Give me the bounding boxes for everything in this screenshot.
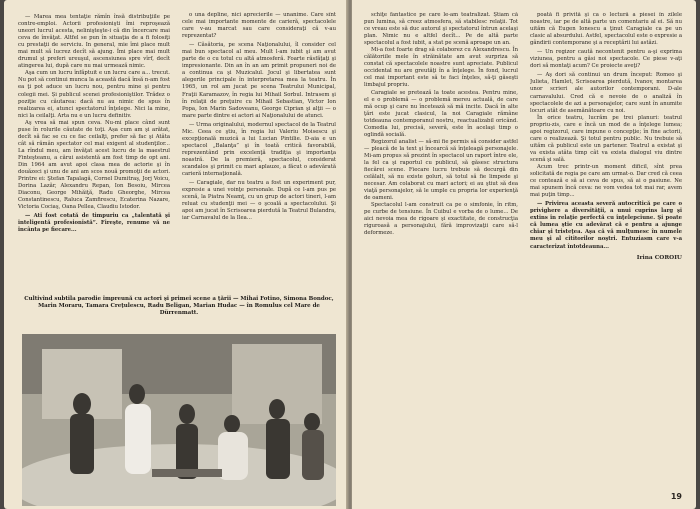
paragraph: — Aş dori să continui un drum început: Romeo şi Julieta, Hamlet, Scrisoarea pierdută, Ivanov, montarea unor scrieri ale autorilor contemporani. D-ale carnavalului. Cred că e nevoie de o analiză în spectacolele de azi a personajelor, care sunt în anumite locuri atât de asemănătoare cu noi.: [530, 72, 682, 114]
right-column-2: [530, 12, 682, 482]
question-heading: — Ati fost cotată de timpuriu ca „talentată şi inteligentă profesionistă”. Fireşte, renume vă ne încânta pe fiecare...: [18, 213, 170, 234]
paragraph: Aş vrea să mai spun ceva. Nu-mi place când sunt puse în rolurile căutate de toţi. Așa cum am şi arătat, decît să fac se cu ce fac ceilalţi, prefer să fac şi Atâta cât să rămân spectator cel mai exigent al studenţilor... La rîndul meu, am învăţat acest lucru de la maestrul Finteşteanu, a cărui asistentă am fost timp de opt ani. Din 1964 am avut apoi clasa mea de actorie şi în douăzeci şi unu de ani am scos nouă promoţii de actori. Printre ei: Ştefan Tapalagă, Cornel Dumitraş, Jorj Voicu, Dorina Lazăr, Alexandru Repan, Ion Besoiu, Mircea Diaconu, George Mihăiţă, Radu Gheorghe, Mircea Constantinescu, Raluca Zamfirescu, Ecaterina Nazare, Victoria Cociaş, Oana Pellea, Claudiu Istodor.: [18, 119, 170, 211]
right-column-1: [364, 12, 518, 502]
paragraph: o una depline, nici aprecierile — unanime. Care sînt cele mai importante momente de carieră, spectacolele care v-au marcat sau care consideraţi că v-au reprezentat?: [182, 12, 336, 40]
paragraph: Aşa cum un lucru înfăptuit e un lucru care a... trecut. Nu pot să continui munca la această dacă însă n-am fost ea ţi pot aduce un lucru nou, pentru mine şi pentru colegii mei. Și publicul scenei profesioniştilor. Trădez o poziţie cu căutarea: dacă nu au nimic de spus în realizarea ei, atunci spectatorul înţelege. Nici la mine, nici la ceilalţi. Arta nu e un lucru definitiv.: [18, 70, 170, 119]
paragraph: — Un regizor caută necontenit pentru a-şi exprima viziunea, pentru a găsi noi spectacole. Ce piese v-aţi dori să montaţi acum? Ce proiecte aveţi?: [530, 49, 682, 70]
paragraph: Spectacolul l-am construit ca pe o simfonie, în ritm, pe curbe de tensiune. În Cuibul e vorba de o lume... De aici nevoia mea de rigoare şi exactitate, de construcţia riguroasă a personajului, fără improvizaţii care să-l deformeze.: [364, 202, 518, 237]
paragraph: — Căsătoria, pe scena Naţionalului, îl consider cel mai bun spectacol al meu. Mult l-am iubit şi am avut parte de o cu totul cu altă atmosferă. Foarte răsfăţaţi şi impresionante. Din an în an am primit propuneri noi de a continua ca şi Muzicalul. Jocul şi libertatea sunt alegerile principale în interpretarea mea la teatru. În 1965, un rol am jucat pe scena Teatrului Municipal, Fraţii Karamazov, în regia lui Mihail Sorbul. Intrasem şi în relaţii de preţuire cu Mihail Sebastian, Victor Ion Popa, Ion Marin Sadoveanu, George Ciprian şi alţii — o mare parte dintre ei actori ai Naţionalului de atunci.: [182, 42, 336, 119]
paragraph: — Urma originalului, modernul spectacol de la Teatrul Mic. Ceea ce ştiu, în regia lui Valeriu Moisescu şi excepţională muzică a lui Lucian Pintilie. D-aia e un spectacol „Balanţa” şi în toată critică favorabilă, reprezentând prin excelenţă tradiţia şi importanţa noastră. De la premieră, spectacolul, considerat scandalos şi primit cu mari aplauze, a făcut o adevărată carieră internaţională.: [182, 121, 336, 178]
paragraph: Acum trec printr-un moment dificil, sînt prea solicitată de regia pe care am urmat-o. Dar cred că ceea ce contează e să ai ceva de spus, să ai o pasiune. Ne mai spunem încă ceva: ne vom vedea tot mai rar, avem mai puţin timp...: [530, 163, 682, 199]
author-signature: Irina COROIU: [636, 254, 682, 261]
paragraph: Caragiale se pretează la toate acestea. Pentru mine, el e o problemă — o problemă mereu actuală, de care mă ocup şi care nu încetează să mă incite. Dacă în alte ţări este jucat clasicul, la noi Caragiale rămâne totdeauna contemporanul nostru, reactualizabil oricând. Comedia lui, precisă, severă, este în acelaşi timp o oglindă socială.: [364, 89, 518, 138]
paragraph: schiţe fantastice pe care le-am teatralizat. Știam că pun lumina, să creez atmosfera, să stabilesc relaţii. Tot ce vreau este să duc autorul şi spectatorul întrun acelaşi plan. Nimic nu e altfel decît... Pe de altă parte spectacolul a fost iubit, a stat pe scenă aproape un an.: [364, 12, 518, 47]
page-number: 19: [670, 492, 682, 501]
paragraph: poată fi privită şi ca o lectură a piesei în zilele noastre, iar pe de altă parte un comentariu al ei. Să nu uităm că Eugen Ionescu a ţinut Caragiale ca pe un clasic al absurdului. Astfel, spectacolul este o expresie a gândirii contemporane şi a receptării lui astăzi.: [530, 12, 682, 47]
left-column-1: [18, 12, 170, 290]
closing-question: — Privirea aceasta severă autocritică pe care o privighere a diversităţii, a unui cuprins larg şi extins în relaţie perfectă cu înţelepciune. Şi poate că lumea ştie cu adevărat că e pentru a ajunge chiar şi tristeţea. Aşa că vă mulţumesc în numele meu şi al cititorilor noştri. Entuziasm care v-a caracterizat întotdeauna...: [530, 201, 682, 250]
paragraph: Mi-a fost foarte drag să colaborez cu Alexandrescu. În călătoriile mele în străinătate am avut surpriza să constat că spectacolele noastre sunt apreciate. Publicul occidental nu are greutăţi în a înţelege. În fond, lucrul cel mai important este să te faci înţeles, să-ţi găseşti limbajul propriu.: [364, 47, 518, 89]
paragraph: — Marea mea tentaţie rămîn însă distribuţiile pe contre-emploi. Actorii profesionişti îmi reproşează uneori lucrul acesta, nelinişteşte-i că din încercare mai ceva de învăţat. Altfel se pun în situaţia de a fi folosiţi cu prestaţii de serviciu. In general, mie îmi place mult mai mult să lucrez decît să ajung. Îmi place mai mult drumul şi preferi ureuşul, ascensiunea spre vîrf, decît atingerea lui, după care nu mai urmează nimic.: [18, 14, 170, 70]
paragraph: — Caragiale, dar nu teatru a fost un experiment pur, expresie a unei voinţe personale. După ce l-am pus pe scenă, la Piatra Neamţ, cu un grup de actori tineri, l-am reluat cu studenţii mei — o şcoală a spectacolului. Şi apoi am jucat în Scrisoarea pierdută la Teatrul Bulandra, iar Carnavalul de la Ilea...: [182, 180, 336, 222]
paragraph: În orice teatru, lucrăm pe trei planuri: teatrul propriu-zis, care e încă un mod de a înţelege lumea; apoi regizorul, care impune o concepţie; în fine actorii, care o realizează. Şi totul pentru public. Nu trebuie să uităm că publicul este un partener. Teatrul a existat şi va exista atâta timp cât va exista dialogul viu dintre scenă şi sală.: [530, 114, 682, 163]
paragraph: Regizorul analist — să-mi fie permis să consider astfel — pleacă de la text şi încearcă să înţeleagă personajele. Mi-am propus să prezint în spectacol un raport între ele, la fel ca şi raportul cu publicul, să găsesc structura fiecărei scene. Fiecare lucru trebuie să decurgă din celălalt, să nu existe goluri, să totul să fie limpede şi necesar. Am colaborat cu mari actori; ei au ştiut să dea viaţă personajelor, să le umple cu propria lor experienţă de oameni.: [364, 138, 518, 202]
left-page: [4, 0, 348, 509]
stage-photo: [22, 334, 336, 506]
right-page: [352, 0, 696, 509]
photo-caption: Cultivînd subtila parodie împreună cu actori şi primei scene a ţării — Mihai Fotino, Simona Bondoc, Marin Moraru, Tamara Creţulescu, Radu Beligan, Marian Hudac — în Romulus cel Mare de Dürrenmatt.: [24, 296, 334, 316]
left-column-2: [182, 12, 336, 290]
